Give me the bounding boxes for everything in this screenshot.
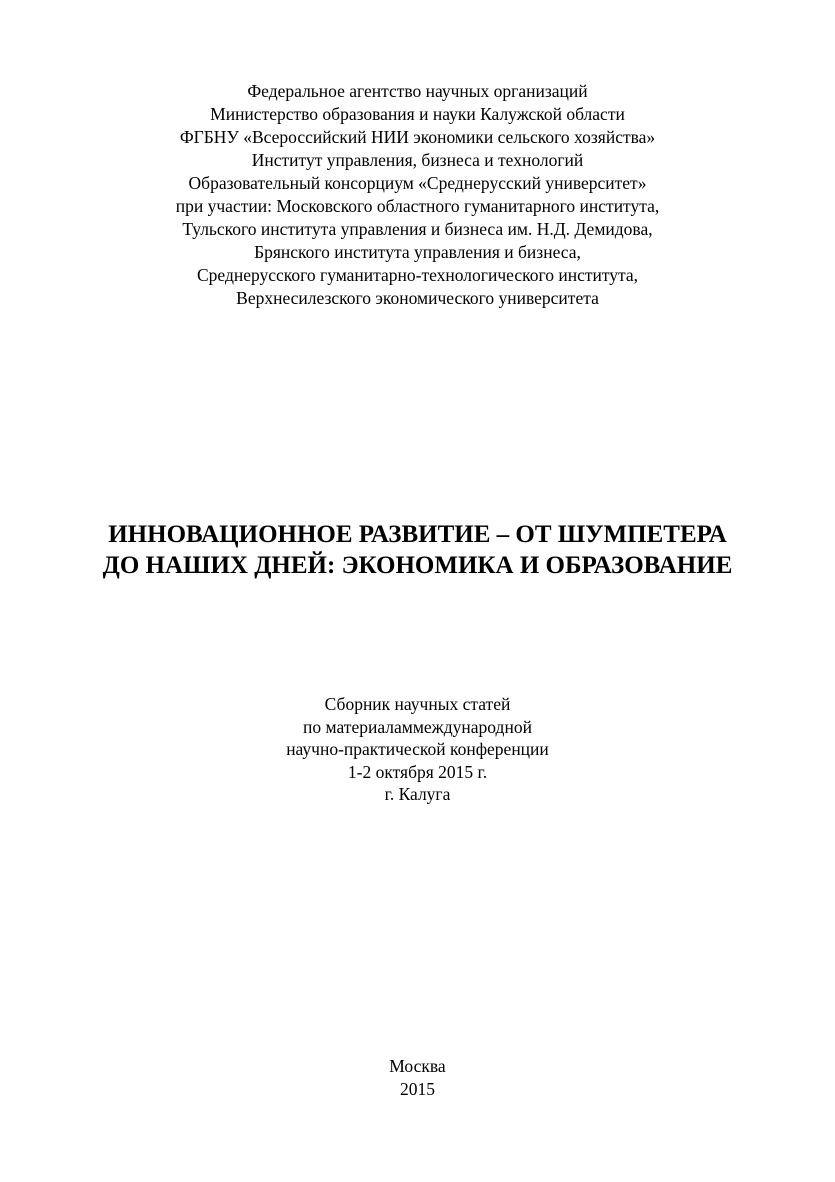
organizers-block: [0, 80, 835, 310]
book-title-line-2: ДО НАШИХ ДНЕЙ: ЭКОНОМИКА И ОБРАЗОВАНИЕ: [102, 552, 733, 579]
organizer-line: при участии: Московского областного гуманитарного института,: [175, 196, 660, 216]
book-title: [0, 519, 835, 581]
conference-city: г. Калуга: [384, 784, 451, 804]
publication-year: 2015: [400, 1079, 435, 1099]
imprint: [0, 1055, 835, 1101]
collection-source: по материаламмеждународной: [303, 716, 532, 737]
publication-city: Москва: [389, 1056, 446, 1076]
conference-dates: 1-2 октября 2015 г.: [347, 761, 488, 782]
organizer-line: Федеральное агентство научных организаций: [247, 81, 588, 101]
collection-description: [0, 693, 835, 806]
organizer-line: Институт управления, бизнеса и технологий: [251, 150, 584, 170]
organizer-line: ФГБНУ «Всероссийский НИИ экономики сельского хозяйства»: [179, 127, 656, 147]
collection-type: Сборник научных статей: [324, 694, 511, 714]
conference-type: научно-практической конференции: [286, 739, 549, 759]
book-title-line-1: ИННОВАЦИОННОЕ РАЗВИТИЕ – ОТ ШУМПЕТЕРА: [108, 521, 727, 548]
organizer-line: Брянского института управления и бизнеса,: [254, 242, 581, 262]
organizer-line: Министерство образования и науки Калужской области: [210, 104, 625, 124]
organizer-line: Среднерусского гуманитарно-технологического института,: [196, 265, 639, 285]
organizer-line: Верхнесилезского экономического университета: [236, 288, 599, 308]
organizer-line: Тульского института управления и бизнеса им. Н.Д. Демидова,: [182, 219, 653, 239]
organizer-line: Образовательный консорциум «Среднерусский университет»: [188, 173, 647, 193]
